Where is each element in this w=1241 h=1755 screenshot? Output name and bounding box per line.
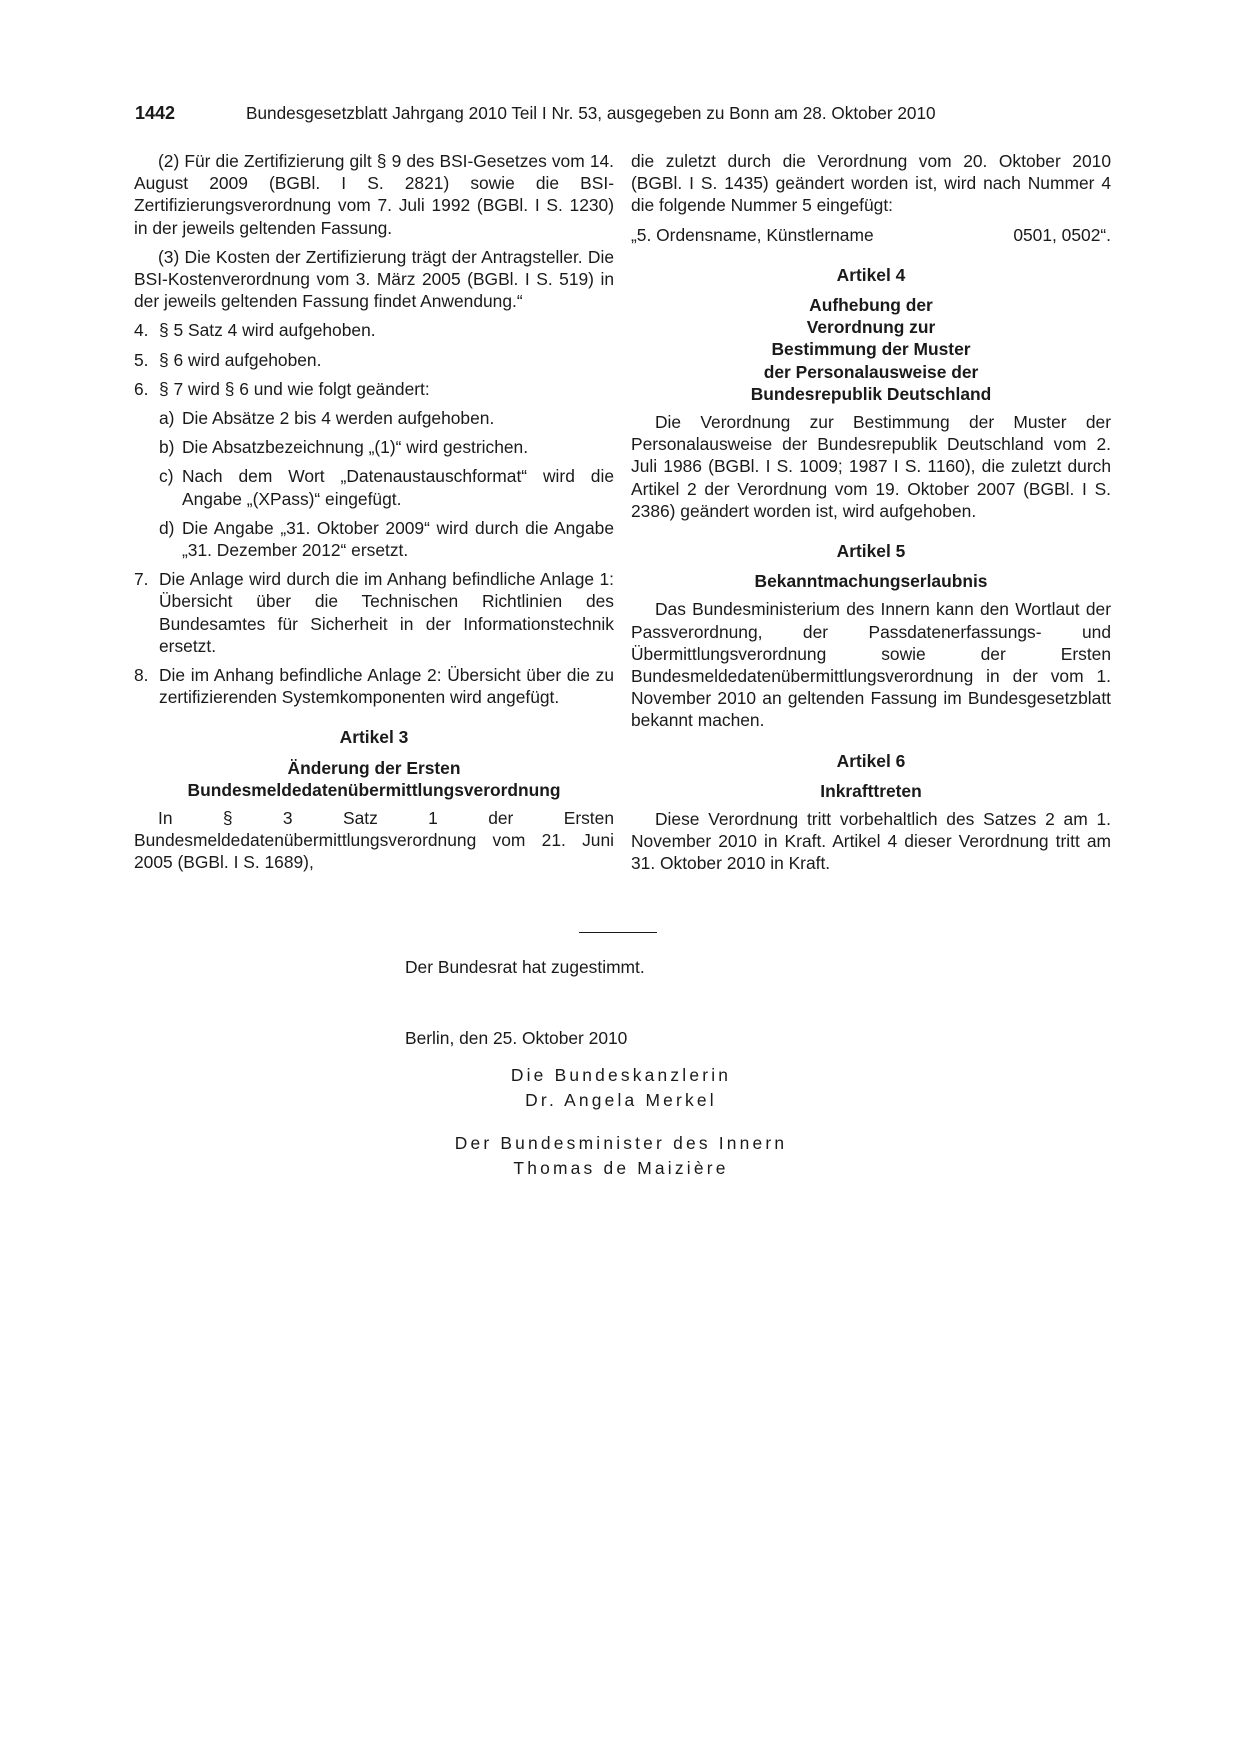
bundesrat-consent: Der Bundesrat hat zugestimmt.: [405, 957, 645, 977]
list-item-text: Die Anlage wird durch die im Anhang befindliche Anlage 1: Übersicht über die Technischen Richtlinien des Bundesamtes für Sicherheit in der Informationstechnik ersetzt.: [159, 569, 614, 656]
list-item: [134, 568, 614, 657]
list-item-text: § 5 Satz 4 wird aufgehoben.: [159, 320, 376, 341]
sub-list-item: [134, 407, 614, 429]
list-item-text: § 6 wird aufgehoben.: [159, 349, 322, 370]
signer-role: Die Bundeskanzlerin: [510, 1065, 732, 1085]
artikel-5-label: Artikel 5: [836, 541, 906, 562]
artikel-3-text: In § 3 Satz 1 der Ersten Bundesmeldedatenübermittlungsverordnung vom 21. Juni 2005 (BGBl. I S. 1689),: [134, 808, 614, 873]
sub-list-item-text: Die Angabe „31. Oktober 2009“ wird durch die Angabe „31. Dezember 2012“ ersetzt.: [182, 517, 614, 561]
list-marker: 4.: [134, 320, 149, 341]
list-item: [134, 349, 614, 371]
sub-list-marker: d): [159, 517, 175, 538]
artikel-6-title: Inkrafttreten: [820, 780, 922, 801]
artikel-4-text: Die Verordnung zur Bestimmung der Muster der Personalausweise der Bundesrepublik Deutschland vom 2. Juli 1986 (BGBl. I S. 1009; 1987 I S. 1160), die zuletzt durch Artikel 2 der Verordnung vom 19. Oktober 2007 (BGBl. I S. 2386) geändert worden ist, wird aufgehoben.: [631, 412, 1111, 521]
artikel-4-title-line3: Bestimmung der Muster: [771, 339, 971, 360]
signer-name: Thomas de Maizière: [513, 1158, 729, 1178]
artikel-4-label: Artikel 4: [836, 264, 906, 285]
artikel-4-title-line2: Verordnung zur: [806, 317, 936, 338]
left-column: [134, 150, 614, 881]
inserted-number-codes: 0501, 0502“.: [1013, 224, 1111, 245]
sub-list-item: [134, 517, 614, 561]
section-separator: [579, 932, 657, 933]
list-marker: 5.: [134, 349, 149, 370]
place-date: Berlin, den 25. Oktober 2010: [405, 1028, 628, 1048]
inserted-number-text: „5. Ordensname, Künstlername: [631, 224, 874, 245]
artikel-3-title-line2: Bundesmeldedatenübermittlungsverordnung: [187, 779, 561, 800]
page-number: 1442: [135, 103, 176, 123]
list-item-text: Die im Anhang befindliche Anlage 2: Übersicht über die zu zertifizierenden Systemkomponenten wird angefügt.: [159, 665, 614, 708]
sub-list-item: [134, 465, 614, 509]
signer-name: Dr. Angela Merkel: [525, 1090, 717, 1110]
sub-list-item-text: Die Absatzbezeichnung „(1)“ wird gestrichen.: [182, 437, 529, 458]
sub-list-marker: a): [159, 408, 175, 429]
paragraph-3: (3) Die Kosten der Zertifizierung trägt der Antragsteller. Die BSI-Kostenverordnung vom 3. März 2005 (BGBl. I S. 519) in der jeweils geltenden Fassung findet Anwendung.“: [134, 246, 614, 312]
list-item: [134, 664, 614, 708]
sub-list-item: [134, 436, 614, 458]
signer-role: Der Bundesminister des Innern: [454, 1133, 788, 1153]
paragraph-2: (2) Für die Zertifizierung gilt § 9 des BSI-Gesetzes vom 14. August 2009 (BGBl. I S. 2821) sowie die BSI-Zertifizierungsverordnung vom 7. Juli 1992 (BGBl. I S. 1230) in der jeweils geltenden Fassung.: [134, 151, 614, 238]
artikel-3-title-line1: Änderung der Ersten: [287, 757, 461, 778]
sub-list-item-text: Die Absätze 2 bis 4 werden aufgehoben.: [182, 408, 495, 429]
artikel-5-title: Bekanntmachungserlaubnis: [754, 571, 988, 592]
artikel-6-label: Artikel 6: [836, 750, 906, 771]
list-marker: 8.: [134, 665, 149, 686]
sub-list-item-text: Nach dem Wort „Datenaustauschformat“ wird die Angabe „(XPass)“ eingefügt.: [182, 466, 614, 509]
artikel-5-text: Das Bundesministerium des Innern kann den Wortlaut der Passverordnung, der Passdatenerfassungs- und Übermittlungsverordnung sowie der Ersten Bundesmeldedatenübermittlungsverordnung in der vom 1. November 2010 an geltenden Fassung im Bundesgesetzblatt bekannt machen.: [631, 599, 1111, 731]
inserted-number-line: [631, 224, 1111, 246]
signature-chancellor: [421, 1063, 821, 1113]
running-title: Bundesgesetzblatt Jahrgang 2010 Teil I Nr. 53, ausgegeben zu Bonn am 28. Oktober 2010: [246, 103, 936, 123]
artikel-6-text: Diese Verordnung tritt vorbehaltlich des Satzes 2 am 1. November 2010 in Kraft. Artikel 4 dieser Verordnung tritt am 31. Oktober 2010 in Kraft.: [631, 809, 1111, 874]
sub-list-marker: c): [159, 466, 174, 487]
signature-minister: [421, 1131, 821, 1181]
page-header: [135, 101, 995, 125]
right-column: [631, 150, 1111, 882]
sub-list-marker: b): [159, 437, 175, 458]
continuation-text: die zuletzt durch die Verordnung vom 20. Oktober 2010 (BGBl. I S. 1435) geändert worden ist, wird nach Nummer 4 die folgende Nummer 5 eingefügt:: [631, 151, 1111, 216]
list-item: [134, 319, 614, 341]
artikel-4-title-line5: Bundesrepublik Deutschland: [750, 383, 992, 404]
artikel-3-label: Artikel 3: [339, 727, 409, 748]
artikel-4-title-line4: der Personalausweise der: [763, 361, 979, 382]
list-item-text: § 7 wird § 6 und wie folgt geändert:: [159, 378, 430, 399]
artikel-4-title-line1: Aufhebung der: [809, 295, 933, 316]
list-marker: 7.: [134, 569, 149, 590]
list-item: [134, 378, 614, 400]
list-marker: 6.: [134, 378, 149, 399]
